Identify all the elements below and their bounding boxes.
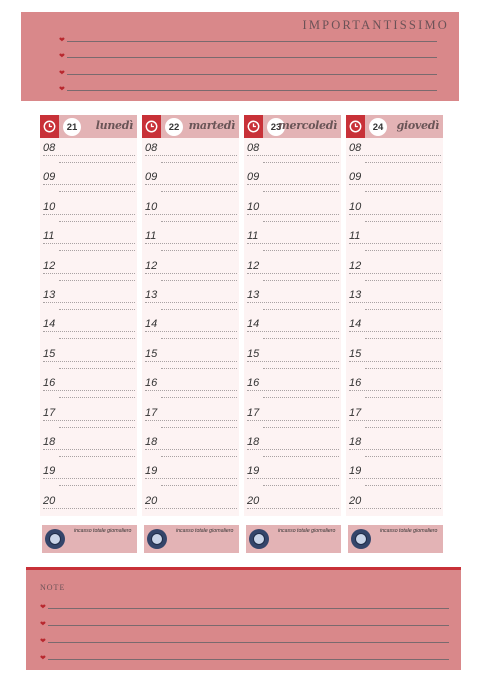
half-hour-line[interactable] — [365, 280, 441, 281]
hour-line[interactable] — [247, 184, 339, 185]
hour-line[interactable] — [43, 243, 135, 244]
clock-icon — [244, 115, 263, 138]
hour-label: 16 — [145, 377, 158, 390]
hour-list — [244, 138, 341, 516]
half-hour-line[interactable] — [161, 221, 237, 222]
half-hour-line[interactable] — [59, 221, 135, 222]
daily-total-label: incasso totale giornaliero — [278, 528, 336, 534]
daily-total-box[interactable] — [348, 525, 443, 553]
half-hour-line[interactable] — [263, 191, 339, 192]
day-header — [142, 115, 239, 138]
coin-icon — [351, 529, 371, 549]
hour-list — [40, 138, 137, 516]
note-box — [26, 570, 461, 670]
important-line[interactable] — [59, 70, 437, 82]
daily-total-label: incasso totale giornaliero — [74, 528, 132, 534]
hour-label: 18 — [247, 436, 260, 448]
hour-line[interactable] — [247, 449, 339, 450]
note-title: NOTE — [40, 583, 66, 592]
hour-line[interactable] — [145, 331, 237, 332]
half-hour-line[interactable] — [161, 485, 237, 486]
hour-label: 09 — [43, 171, 56, 184]
clock-icon — [142, 115, 161, 138]
half-hour-line[interactable] — [59, 456, 135, 457]
half-hour-line[interactable] — [263, 338, 339, 339]
half-hour-line[interactable] — [365, 191, 441, 192]
hour-line[interactable] — [145, 420, 237, 421]
half-hour-line[interactable] — [161, 368, 237, 369]
heart-icon: ❤ — [59, 37, 65, 44]
hour-line[interactable] — [43, 508, 135, 509]
day-header — [346, 115, 443, 138]
hour-line[interactable] — [145, 273, 237, 274]
note-line[interactable] — [40, 621, 449, 633]
hour-line[interactable] — [247, 508, 339, 509]
hour-line[interactable] — [247, 420, 339, 421]
half-hour-line[interactable] — [263, 456, 339, 457]
half-hour-line[interactable] — [59, 485, 135, 486]
hour-line[interactable] — [349, 214, 441, 215]
hour-line[interactable] — [349, 302, 441, 303]
hour-label: 10 — [247, 200, 260, 213]
hour-label: 11 — [349, 230, 361, 243]
hour-label: 14 — [349, 318, 362, 331]
hour-line[interactable] — [247, 361, 339, 362]
half-hour-line[interactable] — [161, 250, 237, 251]
clock-icon — [346, 115, 365, 138]
hour-label: 20 — [145, 494, 158, 507]
hour-label: 20 — [247, 494, 260, 507]
hour-label: 13 — [349, 289, 362, 301]
hour-line[interactable] — [349, 508, 441, 509]
hour-label: 10 — [145, 200, 158, 213]
hour-label: 18 — [43, 436, 56, 448]
half-hour-line[interactable] — [59, 397, 135, 398]
half-hour-line[interactable] — [365, 456, 441, 457]
hour-label: 08 — [145, 142, 158, 154]
hour-line[interactable] — [145, 155, 237, 156]
half-hour-line[interactable] — [161, 162, 237, 163]
hour-line[interactable] — [43, 361, 135, 362]
half-hour-line[interactable] — [59, 280, 135, 281]
hour-line[interactable] — [145, 243, 237, 244]
hour-line[interactable] — [43, 214, 135, 215]
coin-icon — [249, 529, 269, 549]
half-hour-line[interactable] — [161, 191, 237, 192]
hour-line[interactable] — [349, 390, 441, 391]
half-hour-line[interactable] — [365, 427, 441, 428]
hour-label: 08 — [247, 142, 260, 154]
day-name: mercoledì — [278, 119, 337, 132]
hour-line[interactable] — [43, 390, 135, 391]
hour-line[interactable] — [247, 390, 339, 391]
important-title: IMPORTANTISSIMO — [302, 18, 449, 32]
important-line[interactable] — [59, 53, 437, 65]
hour-label: 11 — [43, 230, 55, 243]
hour-line[interactable] — [349, 478, 441, 479]
hour-label: 13 — [43, 289, 56, 301]
half-hour-line[interactable] — [59, 191, 135, 192]
hour-label: 17 — [247, 406, 260, 419]
hour-line[interactable] — [145, 214, 237, 215]
hour-label: 11 — [247, 230, 259, 243]
hour-label: 14 — [43, 318, 56, 331]
hour-line[interactable] — [349, 449, 441, 450]
daily-total-label: incasso totale giornaliero — [176, 528, 234, 534]
hour-line[interactable] — [43, 155, 135, 156]
hour-label: 19 — [247, 465, 260, 478]
hour-line[interactable] — [43, 273, 135, 274]
hour-label: 16 — [349, 377, 362, 390]
hour-label: 09 — [349, 171, 362, 184]
half-hour-line[interactable] — [263, 427, 339, 428]
hour-line[interactable] — [247, 214, 339, 215]
hour-line[interactable] — [145, 449, 237, 450]
half-hour-line[interactable] — [365, 368, 441, 369]
half-hour-line[interactable] — [161, 280, 237, 281]
note-line[interactable] — [40, 638, 449, 650]
hour-line[interactable] — [145, 361, 237, 362]
daily-total-label: incasso totale giornaliero — [380, 528, 438, 534]
day-columns — [40, 115, 443, 555]
day-name: giovedì — [396, 119, 439, 132]
heart-icon: ❤ — [40, 655, 46, 662]
hour-line[interactable] — [349, 420, 441, 421]
half-hour-line[interactable] — [263, 250, 339, 251]
half-hour-line[interactable] — [59, 309, 135, 310]
half-hour-line[interactable] — [263, 397, 339, 398]
hour-line[interactable] — [349, 273, 441, 274]
heart-icon: ❤ — [59, 70, 65, 77]
hour-line[interactable] — [43, 449, 135, 450]
hour-label: 16 — [43, 377, 56, 390]
half-hour-line[interactable] — [59, 250, 135, 251]
hour-label: 19 — [43, 465, 56, 478]
half-hour-line[interactable] — [365, 338, 441, 339]
hour-label: 17 — [145, 406, 158, 419]
half-hour-line[interactable] — [59, 338, 135, 339]
hour-line[interactable] — [145, 390, 237, 391]
important-line[interactable] — [59, 86, 437, 98]
hour-label: 20 — [349, 494, 362, 507]
day-number: 22 — [165, 118, 183, 136]
day-header — [244, 115, 341, 138]
heart-icon: ❤ — [59, 53, 65, 60]
half-hour-line[interactable] — [263, 280, 339, 281]
hour-line[interactable] — [43, 478, 135, 479]
hour-label: 17 — [349, 406, 362, 419]
hour-line[interactable] — [247, 331, 339, 332]
hour-line[interactable] — [43, 420, 135, 421]
daily-total-box[interactable] — [246, 525, 341, 553]
hour-line[interactable] — [145, 508, 237, 509]
daily-total-box[interactable] — [42, 525, 137, 553]
hour-line[interactable] — [247, 243, 339, 244]
coin-icon — [45, 529, 65, 549]
daily-total-box[interactable] — [144, 525, 239, 553]
hour-label: 10 — [43, 200, 56, 213]
hour-label: 18 — [145, 436, 158, 448]
half-hour-line[interactable] — [59, 427, 135, 428]
heart-icon: ❤ — [59, 86, 65, 93]
day-column — [40, 115, 137, 555]
half-hour-line[interactable] — [365, 221, 441, 222]
half-hour-line[interactable] — [365, 309, 441, 310]
hour-label: 17 — [43, 406, 56, 419]
half-hour-line[interactable] — [365, 250, 441, 251]
hour-label: 12 — [349, 259, 362, 272]
hour-line[interactable] — [247, 155, 339, 156]
important-box — [21, 12, 459, 101]
hour-label: 18 — [349, 436, 362, 448]
half-hour-line[interactable] — [161, 427, 237, 428]
hour-label: 12 — [43, 259, 56, 272]
hour-label: 11 — [145, 230, 157, 243]
hour-label: 08 — [43, 142, 56, 154]
hour-label: 19 — [349, 465, 362, 478]
hour-label: 09 — [145, 171, 158, 184]
half-hour-line[interactable] — [365, 397, 441, 398]
hour-line[interactable] — [349, 243, 441, 244]
hour-label: 10 — [349, 200, 362, 213]
hour-label: 14 — [247, 318, 260, 331]
half-hour-line[interactable] — [365, 162, 441, 163]
hour-line[interactable] — [349, 331, 441, 332]
half-hour-line[interactable] — [161, 456, 237, 457]
hour-list — [142, 138, 239, 516]
half-hour-line[interactable] — [161, 338, 237, 339]
hour-line[interactable] — [349, 361, 441, 362]
hour-label: 19 — [145, 465, 158, 478]
day-number: 21 — [63, 118, 81, 136]
clock-icon — [40, 115, 59, 138]
hour-label: 15 — [43, 347, 56, 360]
half-hour-line[interactable] — [59, 162, 135, 163]
half-hour-line[interactable] — [161, 397, 237, 398]
day-header — [40, 115, 137, 138]
heart-icon: ❤ — [40, 604, 46, 611]
hour-line[interactable] — [43, 184, 135, 185]
half-hour-line[interactable] — [263, 368, 339, 369]
hour-label: 09 — [247, 171, 260, 184]
day-name: martedì — [188, 119, 235, 132]
hour-label: 08 — [349, 142, 362, 154]
day-column — [346, 115, 443, 555]
half-hour-line[interactable] — [59, 368, 135, 369]
hour-line[interactable] — [43, 331, 135, 332]
hour-label: 16 — [247, 377, 260, 390]
day-name: lunedì — [95, 119, 133, 132]
hour-line[interactable] — [247, 478, 339, 479]
hour-line[interactable] — [247, 273, 339, 274]
half-hour-line[interactable] — [263, 485, 339, 486]
half-hour-line[interactable] — [263, 221, 339, 222]
note-line[interactable] — [40, 604, 449, 616]
day-number: 24 — [369, 118, 387, 136]
day-column — [244, 115, 341, 555]
hour-line[interactable] — [349, 184, 441, 185]
hour-label: 13 — [145, 289, 158, 301]
day-number: 23 — [267, 118, 285, 136]
heart-icon: ❤ — [40, 638, 46, 645]
hour-label: 12 — [145, 259, 158, 272]
hour-line[interactable] — [145, 478, 237, 479]
hour-line[interactable] — [43, 302, 135, 303]
hour-list — [346, 138, 443, 516]
half-hour-line[interactable] — [263, 162, 339, 163]
note-line[interactable] — [40, 655, 449, 667]
half-hour-line[interactable] — [263, 309, 339, 310]
hour-label: 15 — [349, 347, 362, 360]
day-column — [142, 115, 239, 555]
hour-label: 14 — [145, 318, 158, 331]
hour-line[interactable] — [145, 184, 237, 185]
hour-label: 13 — [247, 289, 260, 301]
hour-label: 15 — [247, 347, 260, 360]
hour-label: 12 — [247, 259, 260, 272]
important-line[interactable] — [59, 37, 437, 49]
hour-label: 20 — [43, 494, 56, 507]
half-hour-line[interactable] — [161, 309, 237, 310]
hour-label: 15 — [145, 347, 158, 360]
hour-line[interactable] — [145, 302, 237, 303]
hour-line[interactable] — [247, 302, 339, 303]
coin-icon — [147, 529, 167, 549]
half-hour-line[interactable] — [365, 485, 441, 486]
heart-icon: ❤ — [40, 621, 46, 628]
hour-line[interactable] — [349, 155, 441, 156]
